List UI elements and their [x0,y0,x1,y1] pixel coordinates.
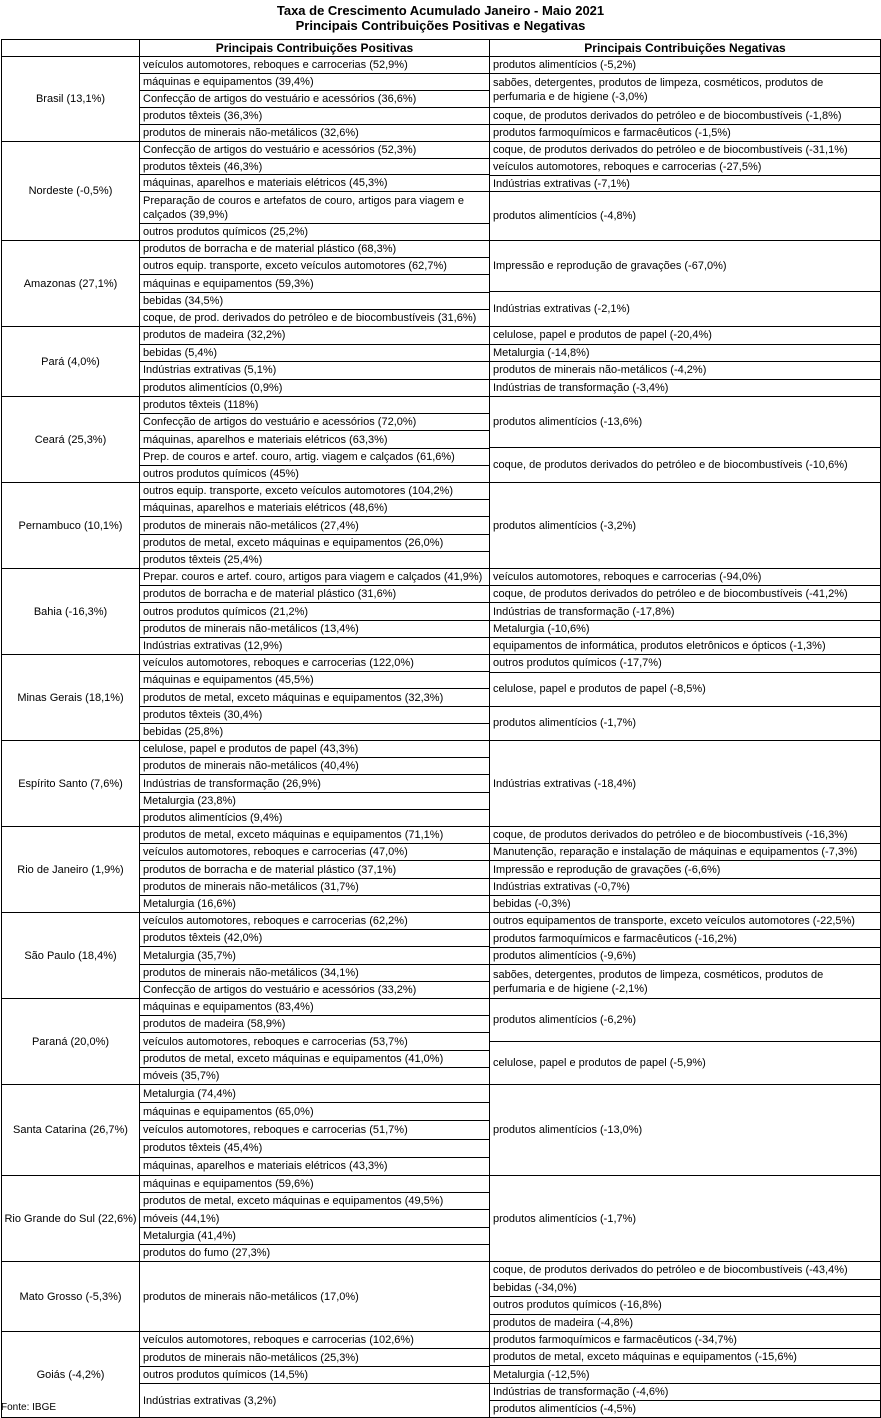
positive-cell [140,397,490,483]
positive-item: máquinas e equipamentos (83,4%) [143,1001,314,1014]
negative-cell [490,741,881,827]
state-cell: Goiás (-4,2%) [2,1332,140,1418]
state-cell: Ceará (25,3%) [2,397,140,483]
negative-item: coque, de produtos derivados do petróleo e de biocombustíveis (-10,6%) [490,447,880,482]
negative-list [490,483,880,568]
negative-item: coque, de produtos derivados do petróleo e de biocombustíveis (-31,1%) [493,143,848,156]
table-row [2,827,881,913]
positive-item: produtos têxteis (36,3%) [140,107,489,124]
positive-item: outros produtos químicos (45%) [140,465,489,482]
table-row [2,57,881,142]
negative-item: produtos alimentícios (-3,2%) [493,519,637,532]
negative-list [490,741,880,826]
positive-item: produtos têxteis (42,0%) [140,929,489,946]
negative-item: Metalurgia (-12,5%) [490,1365,880,1382]
negative-item: veículos automotores, reboques e carrocerias (-94,0%) [493,571,762,584]
positive-item: produtos de minerais não-metálicos (32,6%) [140,124,489,141]
negative-item: Indústrias extrativas (-2,1%) [490,291,880,326]
positive-item: outros produtos químicos (14,5%) [140,1366,489,1383]
header-positive: Principais Contribuições Positivas [140,40,490,57]
positive-item: produtos de borracha e de material plástico (31,6%) [140,585,489,602]
state-cell: Santa Catarina (26,7%) [2,1085,140,1176]
positive-item: produtos de madeira (58,9%) [140,1015,489,1032]
negative-list [490,655,880,740]
positive-item: Confecção de artigos do vestuário e acessórios (72,0%) [140,413,489,430]
table-row [2,142,881,241]
negative-cell [490,1262,881,1332]
positive-item: Indústrias de transformação (26,9%) [140,774,489,791]
table-row [2,483,881,569]
table-body [2,57,881,1418]
state-cell: Amazonas (27,1%) [2,241,140,327]
positive-item: produtos de minerais não-metálicos (27,4%) [140,516,489,533]
negative-cell [490,327,881,397]
state-cell: Brasil (13,1%) [2,57,140,142]
negative-item: produtos alimentícios (-1,7%) [490,706,880,740]
positive-list [140,397,489,482]
negative-item: Indústrias extrativas (-7,1%) [490,175,880,192]
positive-list [140,913,489,998]
positive-item: móveis (44,1%) [140,1209,489,1226]
negative-cell [490,397,881,483]
negative-item: Indústrias extrativas (-0,7%) [490,878,880,895]
negative-item: Indústrias de transformação (-4,6%) [490,1383,880,1400]
negative-cell [490,1176,881,1262]
positive-cell [140,327,490,397]
positive-item: produtos de madeira (32,2%) [143,329,286,342]
negative-item: bebidas (-34,0%) [490,1279,880,1297]
negative-item: veículos automotores, reboques e carrocerias (-27,5%) [490,158,880,175]
positive-item: produtos alimentícios (9,4%) [140,809,489,826]
positive-item: veículos automotores, reboques e carrocerias (52,9%) [143,59,408,71]
negative-item: sabões, detergentes, produtos de limpeza, cosméticos, produtos de perfumaria e de higiene (-2,1%) [490,964,880,998]
positive-cell [140,483,490,569]
negative-cell [490,142,881,241]
table-row [2,741,881,827]
positive-cell [140,241,490,327]
positive-item: outros equip. transporte, exceto veículos automotores (104,2%) [143,485,454,498]
table-row [2,655,881,741]
negative-cell [490,999,881,1085]
state-cell: Rio de Janeiro (1,9%) [2,827,140,913]
negative-item: produtos farmoquímicos e farmacêuticos (-1,5%) [490,124,880,141]
negative-list [490,569,880,654]
positive-list [140,327,489,396]
positive-item: móveis (35,7%) [140,1067,489,1084]
positive-list [140,57,489,141]
positive-item: máquinas e equipamentos (65,0%) [140,1102,489,1120]
negative-item: produtos de metal, exceto máquinas e equipamentos (-15,6%) [490,1348,880,1365]
page-subtitle: Principais Contribuições Positivas e Negativas [295,18,586,33]
negative-item: celulose, papel e produtos de papel (-20,4%) [493,329,712,342]
state-cell: Paraná (20,0%) [2,999,140,1085]
negative-list [490,57,880,141]
negative-list [490,142,880,240]
positive-item: Indústrias extrativas (12,9%) [140,637,489,654]
negative-cell [490,483,881,569]
positive-item: produtos de minerais não-metálicos (40,4%) [140,757,489,774]
positive-item: produtos de minerais não-metálicos (13,4%) [140,620,489,637]
positive-item: veículos automotores, reboques e carrocerias (62,2%) [143,915,408,928]
positive-item: máquinas, aparelhos e materiais elétricos (43,3%) [140,1157,489,1175]
table-row [2,1262,881,1332]
positive-item: produtos de minerais não-metálicos (25,3%) [140,1348,489,1365]
negative-cell [490,913,881,999]
positive-cell [140,1085,490,1176]
positive-item: produtos de metal, exceto máquinas e equipamentos (26,0%) [140,534,489,551]
negative-cell [490,1085,881,1176]
positive-item: Indústrias extrativas (5,1%) [140,361,489,379]
positive-cell [140,999,490,1085]
negative-cell [490,241,881,327]
negative-item: produtos alimentícios (-9,6%) [490,947,880,964]
positive-item: produtos de metal, exceto máquinas e equipamentos (41,0%) [140,1050,489,1067]
positive-cell [140,655,490,741]
positive-item: produtos têxteis (46,3%) [140,158,489,175]
negative-item: equipamentos de informática, produtos eletrônicos e ópticos (-1,3%) [490,637,880,654]
negative-list [490,397,880,482]
positive-item: máquinas, aparelhos e materiais elétricos (63,3%) [140,430,489,447]
positive-item: produtos do fumo (27,3%) [140,1244,489,1261]
negative-item: Indústrias de transformação (-17,8%) [490,602,880,619]
positive-list [140,655,489,740]
negative-item: Indústrias de transformação (-3,4%) [490,379,880,397]
positive-list [140,827,489,912]
positive-cell [140,57,490,142]
page-title: Taxa de Crescimento Acumulado Janeiro - Maio 2021 [276,3,605,18]
negative-item: produtos alimentícios (-4,5%) [490,1400,880,1417]
negative-item: produtos alimentícios (-5,2%) [493,59,637,72]
positive-item: Metalurgia (74,4%) [143,1087,236,1100]
positive-list [140,1332,489,1417]
positive-list [140,1262,489,1331]
positive-item: veículos automotores, reboques e carrocerias (53,7%) [140,1032,489,1049]
positive-item: máquinas, aparelhos e materiais elétricos (45,3%) [140,174,489,191]
negative-list [490,827,880,912]
negative-item: Manutenção, reparação e instalação de máquinas e equipamentos (-7,3%) [490,843,880,860]
positive-cell [140,569,490,655]
positive-item: bebidas (5,4%) [140,344,489,362]
positive-list [140,142,489,240]
table-row [2,1085,881,1176]
negative-item: Impressão e reprodução de gravações (-6,6%) [490,860,880,877]
table-row [2,913,881,999]
header-state [2,40,140,57]
negative-item: Metalurgia (-14,8%) [490,344,880,362]
negative-item: produtos farmoquímicos e farmacêuticos (-16,2%) [490,929,880,946]
positive-item: produtos de metal, exceto máquinas e equipamentos (49,5%) [140,1192,489,1209]
positive-item: veículos automotores, reboques e carrocerias (51,7%) [140,1120,489,1138]
negative-cell [490,569,881,655]
positive-item: Metalurgia (16,6%) [140,895,489,912]
negative-item: Metalurgia (-10,6%) [490,620,880,637]
negative-item: produtos alimentícios (-4,8%) [490,191,880,240]
negative-item: Impressão e reprodução de gravações (-67,0%) [493,260,727,273]
negative-item: coque, de produtos derivados do petróleo e de biocombustíveis (-16,3%) [493,829,848,842]
positive-item: Prep. de couros e artef. couro, artig. viagem e calçados (61,6%) [140,448,489,465]
negative-cell [490,1332,881,1418]
positive-list [140,241,489,326]
negative-cell [490,655,881,741]
positive-item: coque, de prod. derivados do petróleo e de biocombustíveis (31,6%) [140,309,489,326]
positive-item: Indústrias extrativas (3,2%) [140,1383,489,1417]
positive-item: outros produtos químicos (25,2%) [140,223,489,240]
state-cell: Pará (4,0%) [2,327,140,397]
negative-list [490,1176,880,1261]
positive-item: produtos de metal, exceto máquinas e equipamentos (71,1%) [143,829,444,842]
positive-cell [140,741,490,827]
negative-item: outros produtos químicos (-16,8%) [490,1296,880,1314]
positive-item: máquinas e equipamentos (45,5%) [140,671,489,688]
positive-item: Confecção de artigos do vestuário e acessórios (36,6%) [140,90,489,107]
positive-item: veículos automotores, reboques e carrocerias (122,0%) [143,657,414,670]
negative-item: outros produtos químicos (-17,7%) [493,657,662,670]
positive-item: produtos de minerais não-metálicos (31,7%) [140,878,489,895]
positive-item: Confecção de artigos do vestuário e acessórios (33,2%) [140,981,489,998]
state-cell: Espírito Santo (7,6%) [2,741,140,827]
header-row [2,40,881,57]
positive-item: máquinas e equipamentos (39,4%) [140,73,489,90]
positive-item: outros equip. transporte, exceto veículos automotores (62,7%) [140,257,489,274]
negative-item: produtos alimentícios (-6,2%) [493,1014,637,1026]
negative-item: sabões, detergentes, produtos de limpeza, cosméticos, produtos de perfumaria e de higiene (-3,0%) [490,73,880,106]
state-cell: Minas Gerais (18,1%) [2,655,140,741]
negative-item: celulose, papel e produtos de papel (-8,5%) [490,672,880,706]
table-row [2,241,881,327]
positive-item: Metalurgia (35,7%) [140,946,489,963]
negative-item: coque, de produtos derivados do petróleo e de biocombustíveis (-41,2%) [490,585,880,602]
negative-cell [490,827,881,913]
state-cell: Bahia (-16,3%) [2,569,140,655]
positive-item: veículos automotores, reboques e carrocerias (47,0%) [140,843,489,860]
positive-item: máquinas e equipamentos (59,3%) [140,274,489,291]
negative-item: produtos de minerais não-metálicos (-4,2%) [490,361,880,379]
positive-item: bebidas (34,5%) [140,292,489,309]
positive-item: bebidas (25,8%) [140,723,489,740]
positive-item: outros produtos químicos (21,2%) [140,602,489,619]
negative-item: produtos alimentícios (-13,0%) [493,1124,643,1136]
negative-cell [490,57,881,142]
negative-item: produtos alimentícios (-1,7%) [493,1212,637,1225]
positive-item: produtos têxteis (30,4%) [140,706,489,723]
positive-item: produtos têxteis (45,4%) [140,1139,489,1157]
table-row [2,327,881,397]
negative-list [490,241,880,326]
negative-item: celulose, papel e produtos de papel (-5,9%) [490,1041,880,1084]
negative-list [490,999,880,1084]
positive-item: Metalurgia (41,4%) [140,1227,489,1244]
positive-item: produtos alimentícios (0,9%) [140,379,489,397]
positive-list [140,1085,489,1175]
negative-item: produtos alimentícios (-13,6%) [493,416,643,429]
negative-list [490,913,880,998]
negative-list [490,1332,880,1417]
positive-cell [140,1176,490,1262]
positive-item: celulose, papel e produtos de papel (43,3%) [143,743,359,756]
state-cell: Pernambuco (10,1%) [2,483,140,569]
positive-item: Confecção de artigos do vestuário e acessórios (52,3%) [143,143,417,156]
source-footer: Fonte: IBGE [1,1402,57,1413]
negative-item: produtos de madeira (-4,8%) [490,1314,880,1332]
table-row [2,999,881,1085]
state-cell: Nordeste (-0,5%) [2,142,140,241]
negative-list [490,1085,880,1175]
negative-item: coque, de produtos derivados do petróleo e de biocombustíveis (-43,4%) [493,1264,848,1277]
positive-item: máquinas e equipamentos (59,6%) [143,1178,314,1191]
positive-cell [140,1332,490,1418]
negative-item: produtos farmoquímicos e farmacêuticos (-34,7%) [493,1334,737,1347]
positive-item: produtos de borracha e de material plástico (37,1%) [140,860,489,877]
table-row [2,1332,881,1418]
state-cell: Mato Grosso (-5,3%) [2,1262,140,1332]
positive-list [140,569,489,654]
positive-list [140,483,489,568]
positive-item: máquinas, aparelhos e materiais elétricos (48,6%) [140,499,489,516]
table-row [2,1176,881,1262]
table-row [2,569,881,655]
positive-item: produtos têxteis (118%) [143,399,259,412]
negative-item: outros equipamentos de transporte, exceto veículos automotores (-22,5%) [493,915,855,928]
positive-item: veículos automotores, reboques e carrocerias (102,6%) [143,1334,414,1347]
positive-item: produtos de minerais não-metálicos (34,1%) [140,964,489,981]
positive-item: Prepar. couros e artef. couro, artigos para viagem e calçados (41,9%) [143,571,483,584]
contributions-table [1,39,881,1418]
positive-cell [140,142,490,241]
negative-list [490,327,880,396]
positive-cell [140,827,490,913]
positive-cell [140,913,490,999]
positive-cell [140,1262,490,1332]
negative-item: coque, de produtos derivados do petróleo e de biocombustíveis (-1,8%) [490,107,880,124]
state-cell: Rio Grande do Sul (22,6%) [2,1176,140,1262]
state-cell: São Paulo (18,4%) [2,913,140,999]
header-negative: Principais Contribuições Negativas [490,40,881,57]
positive-list [140,1176,489,1261]
positive-list [140,999,489,1084]
negative-list [490,1262,880,1331]
negative-item: bebidas (-0,3%) [490,895,880,912]
positive-list [140,741,489,826]
positive-item: produtos de metal, exceto máquinas e equipamentos (32,3%) [140,688,489,705]
positive-item: produtos de minerais não-metálicos (17,0%) [143,1290,359,1303]
positive-item: Metalurgia (23,8%) [140,792,489,809]
negative-item: Indústrias extrativas (-18,4%) [493,777,637,790]
positive-item: produtos têxteis (25,4%) [140,551,489,568]
positive-item: produtos de borracha e de material plástico (68,3%) [143,243,397,256]
positive-item: Preparação de couros e artefatos de couro, artigos para viagem e calçados (39,9%) [140,191,489,223]
table-row [2,397,881,483]
